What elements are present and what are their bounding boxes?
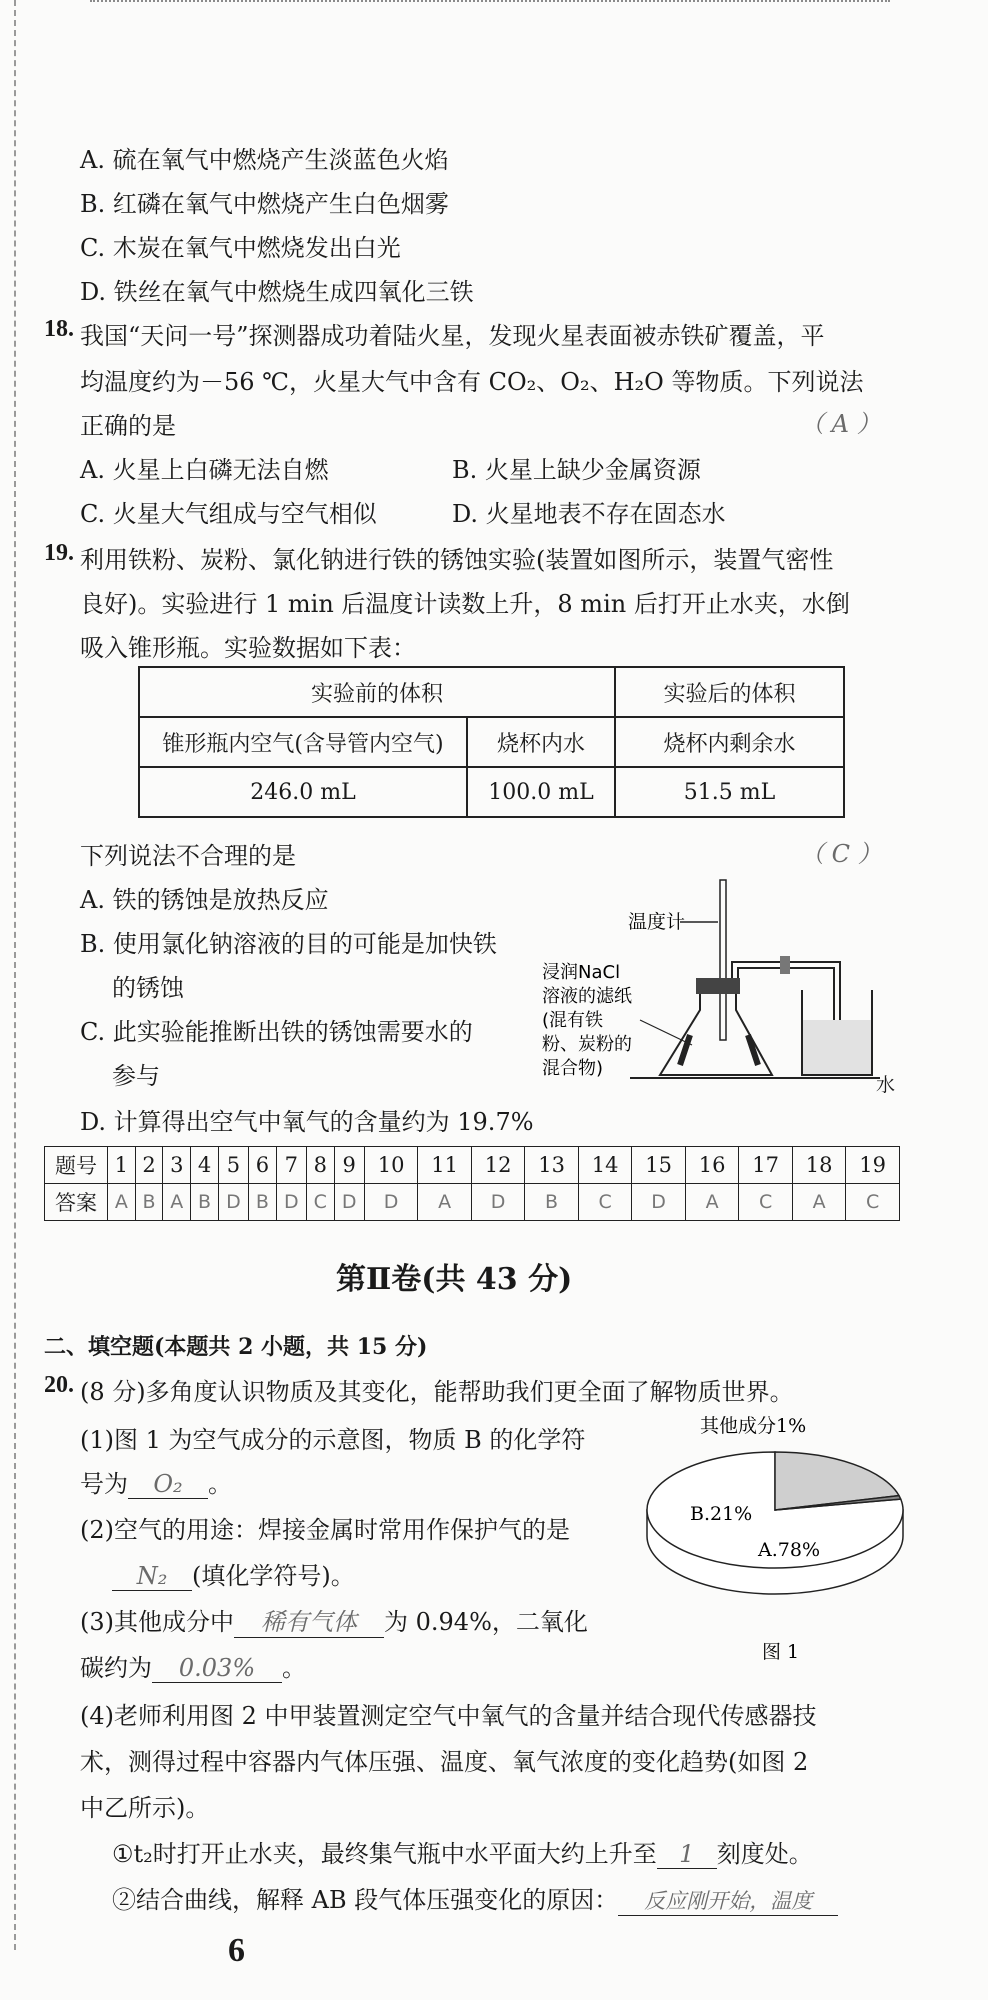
q20-part4-sub1-suffix: 刻度处。 xyxy=(716,1840,813,1868)
q20-part2-suffix: (填化学符号)。 xyxy=(192,1562,355,1590)
q19-option-b-line2: 的锈蚀 xyxy=(112,974,184,1002)
answer-table-number-cell: 10 xyxy=(364,1147,418,1184)
q20-number: 20. xyxy=(44,1372,74,1398)
answer-table-answer-cell: D xyxy=(334,1184,364,1221)
answer-table-number-cell: 7 xyxy=(276,1147,306,1184)
answer-table-number-cell: 3 xyxy=(163,1147,191,1184)
rubber-stopper-icon xyxy=(696,978,740,994)
answer-table-answer-cell: D xyxy=(632,1184,686,1221)
filter-paper-label-1: 浸润NaCl xyxy=(542,962,621,983)
q19-number: 19. xyxy=(44,540,74,566)
pie-label-a: A.78% xyxy=(758,1539,820,1561)
table-value-remaining-water: 51.5 mL xyxy=(615,767,844,817)
q20-part2-line1: (2)空气的用途：焊接金属时常用作保护气的是 xyxy=(80,1516,570,1544)
table-col-beaker-water: 烧杯内水 xyxy=(467,717,615,767)
q18-stem-line3: 正确的是 xyxy=(80,412,176,440)
q17-option-c: C. 木炭在氧气中燃烧发出白光 xyxy=(80,234,401,262)
beaker-water xyxy=(803,1020,871,1074)
q18-option-d: D. 火星地表不存在固态水 xyxy=(452,500,726,528)
q20-part3-line1 xyxy=(80,1602,588,1638)
answer-table-answer-cell: A xyxy=(792,1184,846,1221)
filter-paper-icon xyxy=(680,1035,758,1065)
q17-option-b: B. 红磷在氧气中燃烧产生白色烟雾 xyxy=(80,190,449,218)
q20-part1-line1: (1)图 1 为空气成分的示意图，物质 B 的化学符 xyxy=(80,1426,586,1454)
q19-answer: （ C ） xyxy=(800,840,882,868)
thermometer-label: 温度计 xyxy=(628,911,686,933)
answer-table-answer-cell: A xyxy=(163,1184,191,1221)
answer-table-answer-cell: B xyxy=(191,1184,219,1221)
q20-part3-prefix: (3)其他成分中 xyxy=(80,1608,234,1636)
table-header-before: 实验前的体积 xyxy=(139,667,615,717)
table-col-remaining-water: 烧杯内剩余水 xyxy=(615,717,844,767)
q18-option-c: C. 火星大气组成与空气相似 xyxy=(80,500,377,528)
pie-label-other: 其他成分1% xyxy=(700,1415,807,1437)
thermometer-icon xyxy=(720,880,726,1040)
q18-stem-line1: 我国“天问一号”探测器成功着陆火星，发现火星表面被赤铁矿覆盖，平 xyxy=(80,322,825,350)
answer-table-header-answer: 答案 xyxy=(45,1184,108,1221)
answer-table-number-cell: 6 xyxy=(249,1147,277,1184)
answer-table-answer-cell: C xyxy=(306,1184,334,1221)
filter-paper-pointer xyxy=(640,1020,692,1045)
answer-table-number-cell: 17 xyxy=(739,1147,793,1184)
q20-part4-line2: 术，测得过程中容器内气体压强、温度、氧气浓度的变化趋势(如图 2 xyxy=(80,1748,809,1776)
table-header-after: 实验后的体积 xyxy=(615,667,844,717)
q18-option-b: B. 火星上缺少金属资源 xyxy=(452,456,701,484)
q20-part4-sub1 xyxy=(112,1834,813,1869)
answer-table-numbers-row xyxy=(45,1147,900,1184)
answer-table-number-cell: 8 xyxy=(306,1147,334,1184)
q20-part1-prefix: 号为 xyxy=(80,1470,128,1498)
answer-table-number-cell: 14 xyxy=(578,1147,632,1184)
q17-option-d: D. 铁丝在氧气中燃烧生成四氧化三铁 xyxy=(80,278,474,306)
answer-table-number-cell: 2 xyxy=(135,1147,163,1184)
q20-part3-middle: 为 0.94%，二氧化 xyxy=(384,1608,588,1636)
q20-part3-answer-gas: 稀有气体 xyxy=(234,1602,384,1638)
q20-part4-sub2-prefix: ②结合曲线，解释 AB 段气体压强变化的原因： xyxy=(112,1886,619,1914)
answer-table-answer-cell: B xyxy=(525,1184,579,1221)
q19-prompt: 下列说法不合理的是 xyxy=(80,842,296,870)
answer-table-answer-cell: A xyxy=(685,1184,739,1221)
q20-part4-sub1-prefix: ①t₂时打开止水夹，最终集气瓶中水平面大约上升至 xyxy=(112,1840,657,1868)
pie-label-b: B.21% xyxy=(690,1503,753,1525)
answer-table-number-cell: 18 xyxy=(792,1147,846,1184)
filter-paper-label-3: (混有铁 xyxy=(542,1010,604,1031)
page-number: 6 xyxy=(228,1932,245,1969)
answer-table-answer-cell: C xyxy=(846,1184,900,1221)
q20-part4-line1: (4)老师利用图 2 中甲装置测定空气中氧气的含量并结合现代传感器技 xyxy=(80,1702,817,1730)
q19-stem-line3: 吸入锥形瓶。实验数据如下表： xyxy=(80,634,416,662)
filter-paper-label-4: 粉、炭粉的 xyxy=(542,1034,632,1055)
table-col-flask-air: 锥形瓶内空气(含导管内空气) xyxy=(139,717,467,767)
answer-table-number-cell: 13 xyxy=(525,1147,579,1184)
answer-table-number-cell: 9 xyxy=(334,1147,364,1184)
answer-table-answers-row xyxy=(45,1184,900,1221)
q18-stem-line2: 均温度约为－56 ℃，火星大气中含有 CO₂、O₂、H₂O 等物质。下列说法 xyxy=(80,368,864,396)
q18-answer: （ A ） xyxy=(800,410,881,438)
q19-option-d: D. 计算得出空气中氧气的含量约为 19.7% xyxy=(80,1108,534,1136)
pie-slices xyxy=(647,1452,903,1594)
water-label: 水 xyxy=(876,1074,896,1096)
rusting-apparatus-figure xyxy=(540,870,880,1090)
top-cut-marks xyxy=(90,0,890,18)
answer-table xyxy=(44,1146,900,1221)
answer-table-answer-cell: A xyxy=(418,1184,472,1221)
filter-paper-label-2: 溶液的滤纸 xyxy=(542,986,632,1007)
answer-table-answer-cell: A xyxy=(108,1184,136,1221)
section-fill-in-heading: 二、填空题(本题共 2 小题，共 15 分) xyxy=(44,1334,428,1360)
q20-part2-answer: N₂ xyxy=(112,1562,192,1591)
answer-table-answer-cell: B xyxy=(135,1184,163,1221)
answer-table-answer-cell: D xyxy=(471,1184,525,1221)
q20-part1-suffix: 。 xyxy=(208,1470,232,1498)
answer-table-number-cell: 16 xyxy=(685,1147,739,1184)
filter-paper-label-5: 混合物) xyxy=(542,1058,604,1079)
q19-option-c-line1: C. 此实验能推断出铁的锈蚀需要水的 xyxy=(80,1018,473,1046)
answer-table-answer-cell: B xyxy=(249,1184,277,1221)
answer-table-number-cell: 4 xyxy=(191,1147,219,1184)
table-value-flask-air: 246.0 mL xyxy=(139,767,467,817)
answer-table-number-cell: 19 xyxy=(846,1147,900,1184)
q20-part3-line2 xyxy=(80,1648,306,1683)
answer-table-answer-cell: C xyxy=(739,1184,793,1221)
q20-part3-co2-prefix: 碳约为 xyxy=(80,1654,152,1682)
q19-option-c-line2: 参与 xyxy=(112,1062,160,1090)
q17-option-a: A. 硫在氧气中燃烧产生淡蓝色火焰 xyxy=(80,146,449,174)
q20-part4-sub2-answer: 反应刚开始，温度 xyxy=(618,1885,838,1916)
q20-part2-line2 xyxy=(112,1556,355,1591)
q20-part1-answer: O₂ xyxy=(128,1470,208,1499)
answer-table-number-cell: 15 xyxy=(632,1147,686,1184)
answer-table-number-cell: 5 xyxy=(218,1147,248,1184)
answer-table-answer-cell: D xyxy=(364,1184,418,1221)
figure-1-caption: 图 1 xyxy=(762,1641,800,1663)
q20-part3-suffix: 。 xyxy=(282,1654,306,1682)
table-value-beaker-water: 100.0 mL xyxy=(467,767,615,817)
answer-table-answer-cell: D xyxy=(276,1184,306,1221)
clamp-icon xyxy=(780,956,790,974)
q19-stem-line2: 良好)。实验进行 1 min 后温度计读数上升，8 min 后打开止水夹，水倒 xyxy=(80,590,850,618)
q20-intro: (8 分)多角度认识物质及其变化，能帮助我们更全面了解物质世界。 xyxy=(80,1378,794,1406)
q20-part1-line2 xyxy=(80,1464,232,1499)
q18-option-a: A. 火星上白磷无法自燃 xyxy=(80,456,329,484)
air-composition-pie-chart xyxy=(640,1410,910,1670)
q19-option-a: A. 铁的锈蚀是放热反应 xyxy=(80,886,329,914)
part2-title: 第Ⅱ卷(共 43 分) xyxy=(336,1262,573,1297)
q20-part4-sub1-answer: 1 xyxy=(657,1840,717,1869)
answer-table-number-cell: 12 xyxy=(471,1147,525,1184)
q18-number: 18. xyxy=(44,316,74,342)
answer-table-header-number: 题号 xyxy=(45,1147,108,1184)
q19-data-table xyxy=(138,666,845,818)
answer-table-number-cell: 1 xyxy=(108,1147,136,1184)
q20-part4-sub2 xyxy=(112,1880,838,1916)
q19-stem-line1: 利用铁粉、炭粉、氯化钠进行铁的锈蚀实验(装置如图所示，装置气密性 xyxy=(80,546,834,574)
q20-part3-answer-co2: 0.03% xyxy=(152,1654,282,1683)
binding-margin xyxy=(14,0,16,1950)
q19-option-b-line1: B. 使用氯化钠溶液的目的可能是加快铁 xyxy=(80,930,497,958)
q20-part4-line3: 中乙所示)。 xyxy=(80,1794,210,1822)
answer-table-answer-cell: C xyxy=(578,1184,632,1221)
answer-table-number-cell: 11 xyxy=(418,1147,472,1184)
answer-table-answer-cell: D xyxy=(218,1184,248,1221)
